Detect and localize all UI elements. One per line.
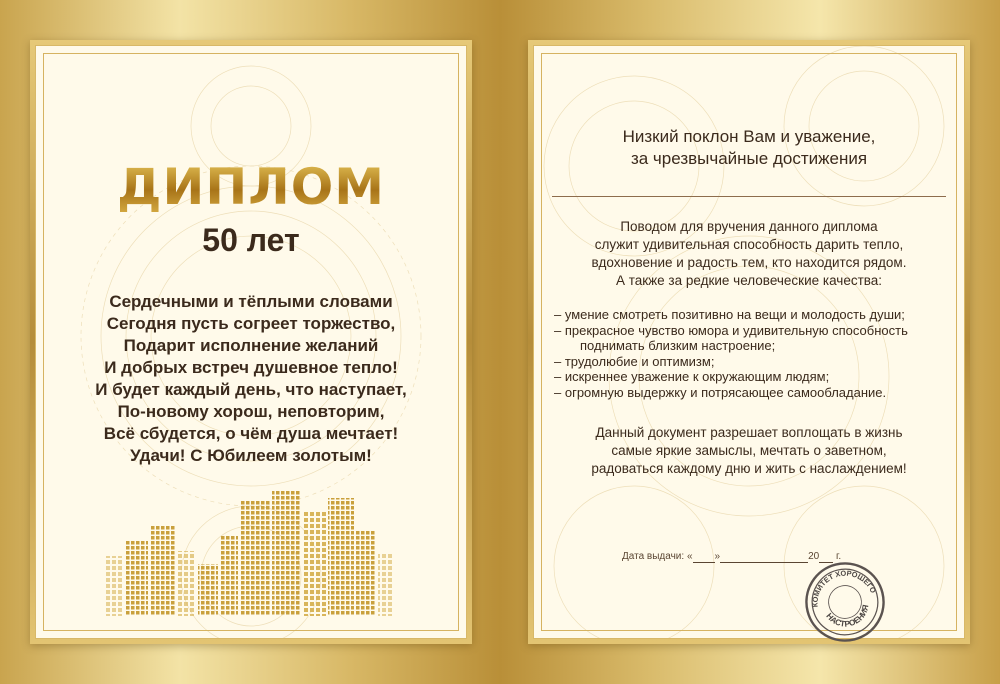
poem-line: И будет каждый день, что наступает, <box>95 380 407 399</box>
cover-paper <box>35 45 467 639</box>
anniversary-age: 50 лет <box>202 222 300 258</box>
quality-item-continuation: поднимать близким настроение; <box>580 338 776 353</box>
quality-item: – искреннее уважение к окружающим людям; <box>554 369 830 384</box>
heading-line: за чрезвычайные достижения <box>630 149 868 168</box>
quality-item: – огромную выдержку и потрясающее самообладание. <box>554 384 887 400</box>
poem-line: Подарит исполнение желаний <box>123 336 379 355</box>
date-suffix: г. <box>836 551 842 562</box>
quality-item: – трудолюбие и оптимизм; <box>554 353 715 369</box>
quality-item: – умение смотреть позитивно на вещи и молодость души; <box>554 307 905 322</box>
intro-paragraph <box>534 218 964 290</box>
city-skyline-illustration <box>106 476 396 616</box>
date-open-quote: « <box>686 551 693 562</box>
diploma-inner-page <box>528 40 970 644</box>
poem-line: Удачи! С Юбилеем золотым! <box>130 446 372 465</box>
poem-line: По-новому хорош, неповторим, <box>117 402 385 421</box>
closing-line: радоваться каждому дню и жить с наслаждением! <box>591 461 907 476</box>
stamp-text-top: КОМИТЕТ ХОРОШЕГО <box>810 568 878 608</box>
quality-item: – прекрасное чувство юмора и удивительную способность <box>554 322 908 338</box>
svg-text:КОМИТЕТ ХОРОШЕГО <box>803 561 878 609</box>
intro-line: вдохновение и радость тем, кто находится рядом. <box>591 255 907 270</box>
heading <box>534 126 964 170</box>
qualities-list <box>554 307 954 400</box>
stamp-text-bottom: НАСТРОЕНИЯ <box>824 603 871 629</box>
diploma-cover-page <box>30 40 472 644</box>
month-blank <box>720 551 808 563</box>
poem-line: Сердечными и тёплыми словами <box>109 292 393 311</box>
year-blank <box>819 551 833 563</box>
intro-line: служит удивительная способность дарить тепло, <box>594 237 904 252</box>
issue-date-line <box>622 551 841 563</box>
intro-line: А также за редкие человеческие качества: <box>615 273 883 288</box>
poem-line: Сегодня пусть согреет торжество, <box>106 314 396 333</box>
heading-line: Низкий поклон Вам и уважение, <box>622 127 876 146</box>
day-blank <box>693 551 715 563</box>
congratulation-poem <box>36 291 466 467</box>
closing-line: Данный документ разрешает воплощать в жизнь <box>595 425 903 440</box>
date-close-quote: » <box>714 551 721 562</box>
closing-paragraph <box>534 424 964 478</box>
intro-line: Поводом для вручения данного диплома <box>620 219 878 234</box>
closing-line: самые яркие замыслы, мечтать о заветном, <box>611 443 887 458</box>
date-year: 20 <box>808 551 820 562</box>
poem-line: Всё сбудется, о чём душа мечтает! <box>103 424 399 443</box>
diploma-title: ДИПЛОМ <box>36 158 466 216</box>
divider-line <box>552 196 946 197</box>
inner-paper <box>533 45 965 639</box>
poem-line: И добрых встреч душевное тепло! <box>104 358 398 377</box>
issue-date-label: Дата выдачи: <box>622 551 685 562</box>
